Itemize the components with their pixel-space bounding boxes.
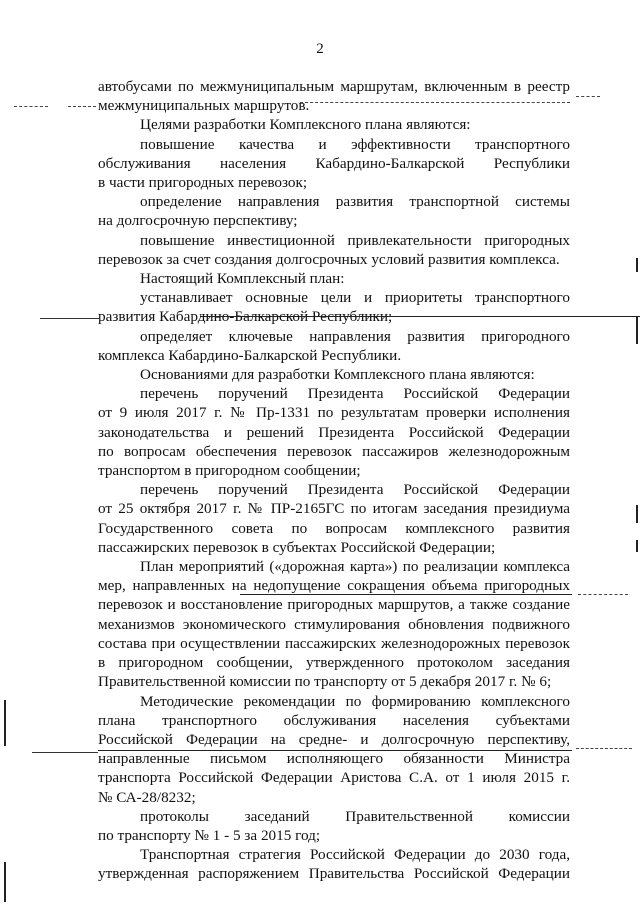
scan-artifact-line: [578, 594, 628, 595]
paragraph-text: пассажирских перевозок в субъектах Российской Федерации;: [98, 538, 496, 556]
paragraph-text: Методические рекомендации по формированию комплексного: [140, 692, 570, 710]
paragraph-text: развития Кабардино-Балкарской Республики;: [98, 308, 393, 326]
document-body: [98, 77, 570, 884]
scan-artifact-line: [40, 318, 100, 319]
scan-edge-mark: [4, 862, 6, 902]
scan-edge-mark: [636, 316, 638, 344]
paragraph-text: определение направления развития транспортной системы: [140, 193, 570, 211]
scan-edge-mark: [636, 540, 638, 552]
paragraph-text: по транспорту № 1 - 5 за 2015 год;: [98, 826, 321, 844]
paragraph-text: Российской Федерации на средне- и долгосрочную перспективу,: [98, 730, 570, 748]
paragraph-text: Настоящий Комплексный план:: [140, 270, 345, 288]
paragraph-text: Транспортная стратегия Российской Федерации до 2030 года,: [140, 846, 570, 864]
paragraph-text: утвержденная распоряжением Правительства Российской Федерации: [98, 865, 570, 883]
paragraph-text: № СА-28/8232;: [98, 788, 196, 806]
paragraph-text: транспорта Российской Федерации Аристова С.А. от 1 июля 2015 г.: [98, 769, 570, 787]
paragraph-text: автобусами по межмуниципальным маршрутам, включенным в реестр: [98, 78, 570, 95]
paragraph-text: законодательства и решений Президента Российской Федерации: [98, 423, 570, 441]
paragraph-text: обслуживания населения Кабардино-Балкарской Республики: [98, 154, 570, 172]
paragraph-text: повышение инвестиционной привлекательности пригородных: [140, 231, 570, 249]
paragraph-text: направленные письмом исполняющего обязанности Министра: [98, 750, 570, 768]
scan-artifact-line: [300, 102, 570, 103]
paragraph-text: повышение качества и эффективности транспортного: [140, 135, 570, 153]
paragraph-text: Целями разработки Комплексного плана являются:: [140, 116, 471, 134]
paragraph-text: комплекса Кабардино-Балкарской Республики.: [98, 346, 402, 364]
paragraph-text: межмуниципальных маршрутов.: [98, 97, 310, 115]
paragraph-text: на долгосрочную перспективу;: [98, 212, 298, 230]
paragraph-text: Государственного совета по вопросам комплексного развития: [98, 519, 570, 537]
page-number: 2: [316, 41, 324, 57]
scan-edge-mark: [636, 258, 638, 272]
strike-through-line: [200, 316, 640, 317]
scan-artifact-line: [14, 106, 48, 107]
paragraph-text: протоколы заседаний Правительственной комиссии: [140, 807, 570, 825]
scan-artifact-line: [576, 748, 632, 749]
paragraph-text: от 9 июля 2017 г. № Пр-1331 по результатам проверки исполнения: [98, 404, 570, 422]
scan-artifact-line: [32, 752, 98, 753]
paragraph-text: транспортом в пригородном сообщении;: [98, 462, 361, 480]
paragraph-text: плана транспортного обслуживания населения субъектами: [98, 711, 570, 729]
paragraph-text: в части пригородных перевозок;: [98, 174, 308, 192]
paragraph-text: механизмов экономического стимулирования обновления подвижного: [98, 615, 570, 633]
paragraph-text: устанавливает основные цели и приоритеты транспортного: [140, 289, 570, 307]
paragraph-text: состава при осуществлении пассажирских железнодорожных перевозок: [98, 634, 570, 652]
paragraph-text: перечень поручений Президента Российской Федерации: [140, 481, 570, 499]
scan-artifact-line: [576, 96, 600, 97]
paragraph-text: Правительственной комиссии по транспорту от 5 декабря 2017 г. № 6;: [98, 673, 552, 691]
paragraph-text: перечень поручений Президента Российской Федерации: [140, 385, 570, 403]
paragraph-text: перевозок и восстановление пригородных маршрутов, а также создание: [98, 596, 570, 614]
paragraph-text: перевозок за счет создания долгосрочных условий развития комплекса.: [98, 250, 560, 268]
scan-edge-mark: [636, 505, 638, 523]
scan-edge-mark: [4, 700, 6, 746]
paragraph-text: мер, направленных на недопущение сокращения объема пригородных: [98, 577, 570, 595]
paragraph-text: Основаниями для разработки Комплексного плана являются:: [140, 366, 535, 384]
paragraph-text: по вопросам обеспечения перевозок пассажиров железнодорожным: [98, 442, 570, 460]
paragraph-text: План мероприятий («дорожная карта») по реализации комплекса: [140, 558, 570, 576]
paragraph-text: в пригородном сообщении, утвержденного протоколом заседания: [98, 654, 570, 672]
scan-artifact-line: [68, 106, 96, 107]
strike-through-line: [98, 750, 572, 751]
paragraph-text: определяет ключевые направления развития пригородного: [140, 327, 570, 345]
strike-through-line: [240, 594, 572, 595]
paragraph-text: от 25 октября 2017 г. № ПР-2165ГС по итогам заседания президиума: [98, 500, 570, 518]
